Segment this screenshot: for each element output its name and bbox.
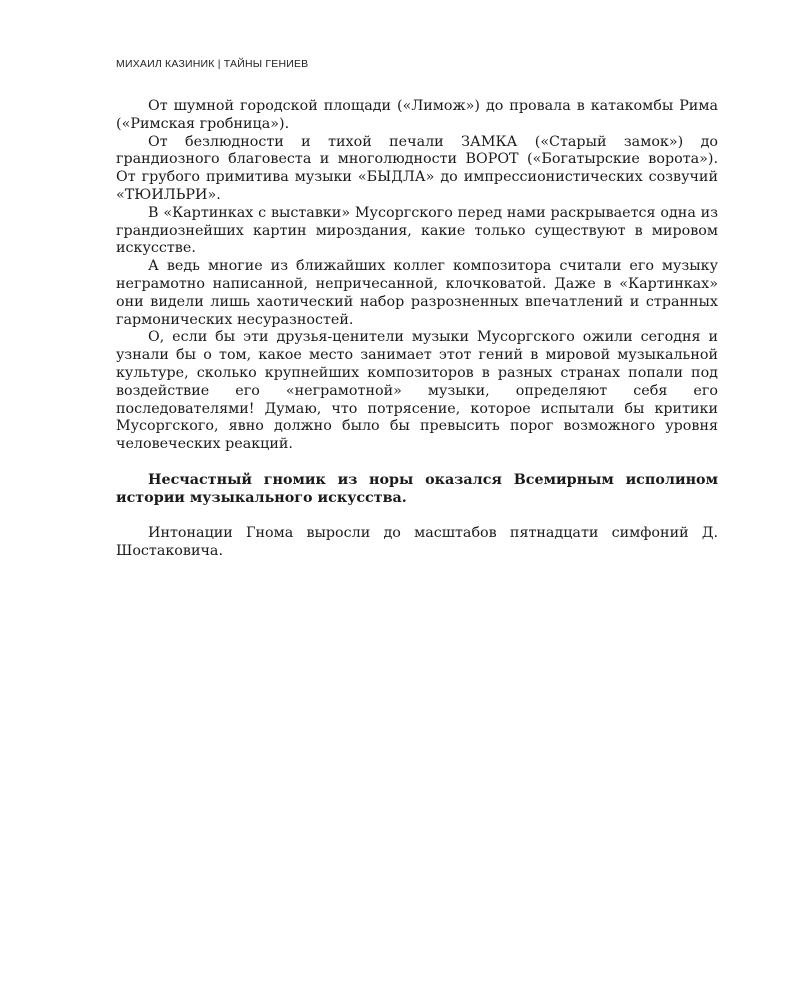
emphasis-paragraph: Несчастный гномик из норы оказался Всемирным исполином истории музыкального искусства. [116,471,718,506]
paragraph: В «Картинках с выставки» Мусоргского перед нами раскрывается одна из грандиознейших картин мироздания, какие только существуют в мировом искусстве. [116,204,718,257]
paragraph: От шумной городской площади («Лимож») до провала в катакомбы Рима («Римская гробница»). [116,98,718,132]
paragraph: От безлюдности и тихой печали ЗАМКА («Старый замок») до грандиозного благовеста и многолюдности ВОРОТ («Богатырские ворота»). От грубого примитива музыки «БЫДЛА» до импрессионистических созвучий «ТЮИЛЬРИ». [116,133,718,203]
page-body [116,98,718,561]
closing-paragraph: Интонации Гнома выросли до масштабов пятнадцати симфоний Д. Шостаковича. [116,525,718,559]
paragraph: А ведь многие из ближайших коллег композитора считали его музыку неграмотно написанной, непричесанной, клочковатой. Даже в «Картинках» они видели лишь хаотический набор разрозненных впечатлений и странных гармонических несуразностей. [116,258,718,328]
running-head: МИХАИЛ КАЗИНИК | ТАЙНЫ ГЕНИЕВ [116,58,309,70]
paragraph: О, если бы эти друзья-ценители музыки Мусоргского ожили сегодня и узнали бы о том, какое место занимает этот гений в мировой музыкальной культуре, сколько крупнейших композиторов в разных странах попали под воздействие его «неграмотной» музыки, определяют себя его последователями! Думаю, что потрясение, которое испытали бы критики Мусоргского, явно должно было бы превысить порог возможного уровня человеческих реакций. [116,329,718,453]
